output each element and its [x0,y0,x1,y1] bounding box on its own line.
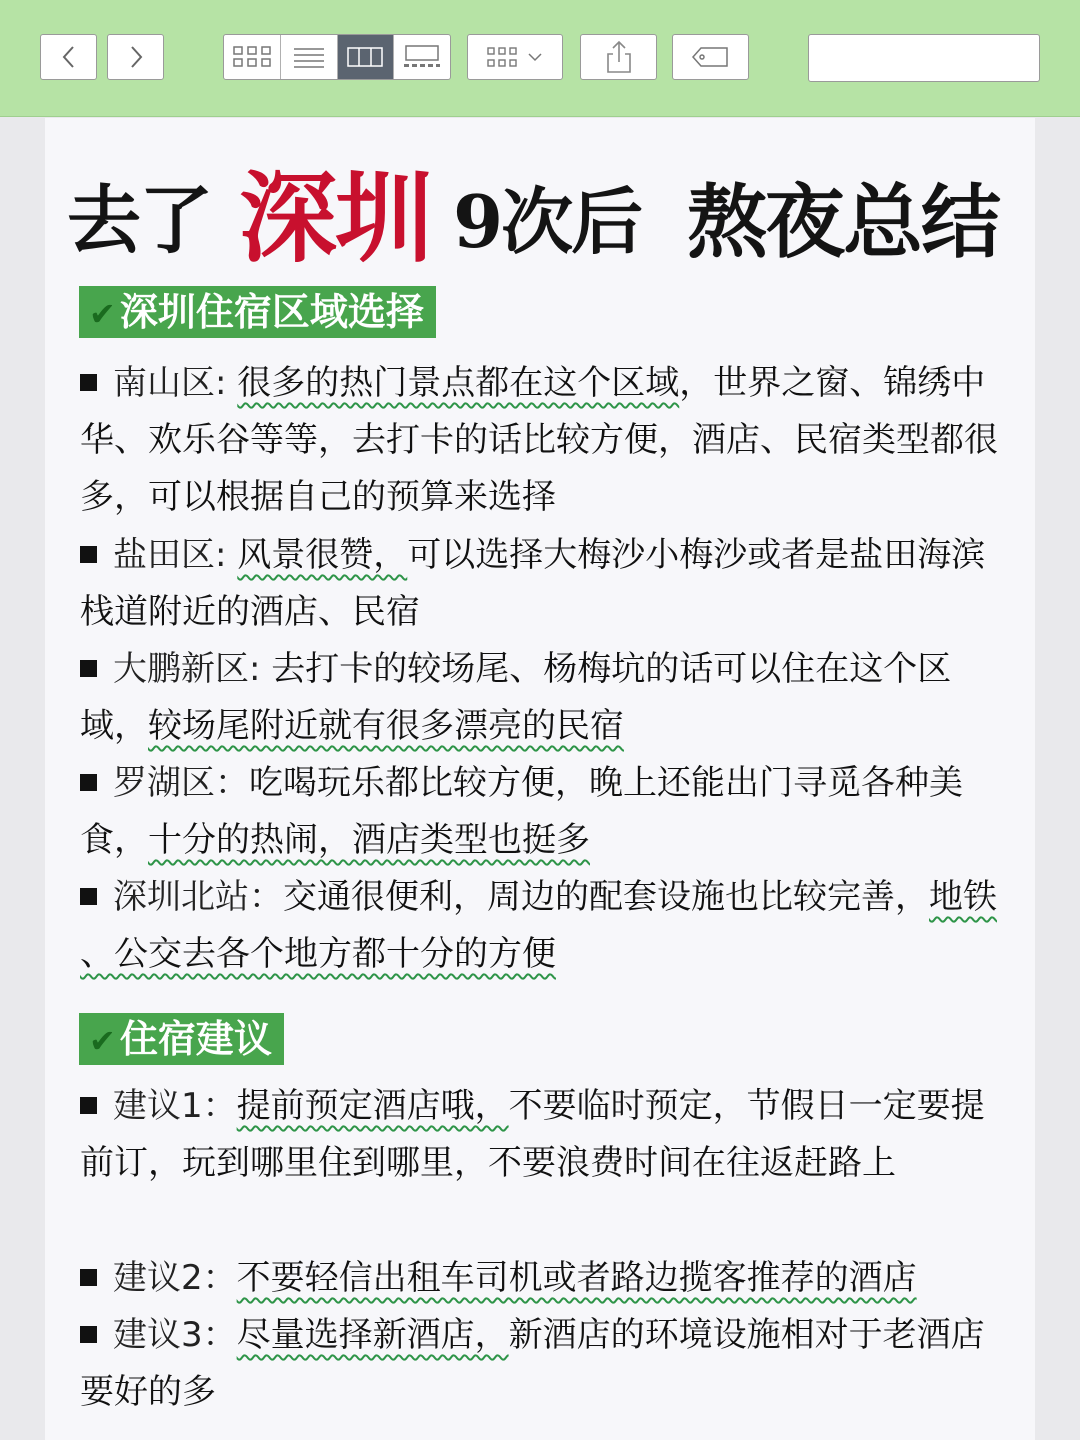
search-input[interactable] [825,47,1054,70]
check-icon: ✔ [89,295,116,333]
check-icon: ✔ [89,1022,116,1060]
bullet-square-icon [80,660,97,677]
section-heading-label: 深圳住宿区域选择 [119,290,424,334]
grid-icon [232,45,272,69]
chevron-left-icon [58,44,80,70]
list-view-button[interactable] [281,35,338,79]
item-label: 南山区: [113,363,238,403]
section-heading-label: 住宿建议 [119,1017,272,1061]
bullet-square-icon [80,1326,97,1343]
item-text-emphasis: 较场尾附近就有很多漂亮的民宿 [148,706,624,746]
chevron-right-icon [125,44,147,70]
view-mode-segmented-control [223,34,451,80]
item-label: 大鹏新区: [113,649,272,689]
list-item-luohu [80,755,1000,869]
item-label: 深圳北站： [113,877,283,917]
bullet-square-icon [80,888,97,905]
item-text: 吃喝玩乐都比较方便，晚上还能出门寻觅各种美食， [80,763,963,860]
tag-button[interactable] [672,34,749,80]
item-text: 可以选择大梅沙小梅沙或者是盐田海滨栈道附近的酒店、民宿 [80,535,986,632]
item-text-emphasis: 提前预定酒店哦， [236,1086,509,1126]
bullet-square-icon [80,1097,97,1114]
back-button[interactable] [40,34,97,80]
bullet-square-icon [80,1269,97,1286]
item-text: 交通很便利，周边的配套设施也比较完善， [283,877,929,917]
tag-icon [691,45,731,69]
bullet-square-icon [80,774,97,791]
finder-toolbar [0,0,1080,117]
list-item-shenzhen-north [80,869,1000,983]
item-label: 建议3： [113,1315,237,1355]
list-item-advice-1 [80,1078,1000,1192]
section-heading-advice [79,1013,284,1065]
group-by-icon [486,45,526,69]
item-text-emphasis: 不要轻信出租车司机或者路边揽客推荐的酒店 [236,1258,917,1298]
item-text: 不要临时预定，节假日一定要提前订，玩到哪里住到哪里，不要浪费时间在往返赶路上 [80,1086,985,1183]
icon-view-button[interactable] [224,35,281,79]
list-item-dapeng [80,641,1000,755]
item-label: 建议2： [113,1258,237,1298]
title-part-4: 熬夜总结 [687,175,999,269]
item-text: 新酒店的环境设施相对于老酒店要好的多 [80,1315,985,1412]
item-label: 罗湖区： [113,763,249,803]
share-button[interactable] [580,34,657,80]
columns-icon [346,45,384,69]
section-heading-area-choice [79,286,436,338]
page-title [67,140,1027,276]
list-item-nanshan [80,355,1000,526]
column-view-button[interactable] [338,35,395,79]
item-label: 盐田区: [113,535,238,575]
search-field[interactable] [808,34,1040,82]
item-text-emphasis: 地铁 、公交去各个地方都十分的方便 [80,877,997,974]
title-part-1: 去了 [67,178,211,264]
share-icon [604,40,634,74]
title-part-2-highlight: 深圳 [239,161,432,276]
post-image [45,118,1035,1440]
group-by-button[interactable] [467,34,563,80]
list-item-yantian [80,527,1000,641]
item-text-emphasis: 风景很赞， [237,535,408,575]
bullet-square-icon [80,374,97,391]
bullet-square-icon [80,546,97,563]
item-text: 去打卡的较场尾、杨梅坑的话可以住在这个区域， [80,649,952,746]
item-text-emphasis: 十分的热闹，酒店类型也挺多 [148,820,590,860]
gallery-view-button[interactable] [394,35,450,79]
item-text-emphasis: 很多的热门景点都在这个区域 [237,363,680,403]
gallery-icon [402,44,442,70]
item-text-emphasis: 尽量选择新酒店， [236,1315,509,1355]
title-part-3: 9次后 [453,179,642,264]
chevron-down-icon [526,45,544,69]
list-icon [292,45,326,69]
list-item-advice-2 [80,1250,1000,1307]
item-label: 建议1： [113,1086,237,1126]
forward-button[interactable] [107,34,164,80]
item-text: ，世界之窗、锦绣中华、欢乐谷等等，去打卡的话比较方便，酒店、民宿类型都很多，可以根据自己的预算来选择 [80,363,998,517]
list-item-advice-3 [80,1307,1000,1421]
